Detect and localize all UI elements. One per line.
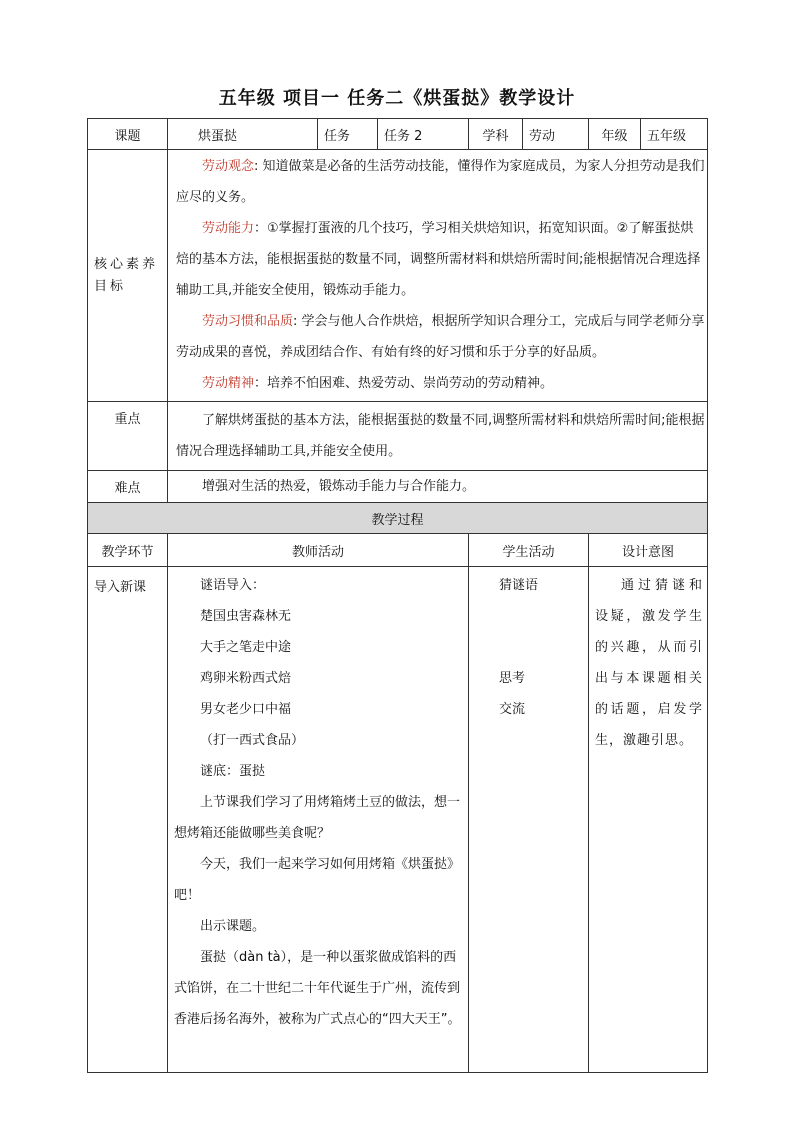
header-student: 学生活动 <box>469 534 589 567</box>
key-point-label: 重点 <box>88 402 168 471</box>
intro-student-activity <box>469 567 589 1073</box>
process-banner: 教学过程 <box>88 503 708 534</box>
subject-label: 学科 <box>469 119 523 150</box>
task-label: 任务 <box>318 119 378 150</box>
process-header-row <box>88 534 708 567</box>
page-title: 五年级 项目一 任务二《烘蛋挞》教学设计 <box>218 88 576 109</box>
literacy-row <box>88 150 708 402</box>
literacy-item: 劳动习惯和品质: 学会与他人合作烘焙，根据所学知识合理分工，完成后与同学老师分享劳动成果的喜悦，养成团结合作、有始有终的好习惯和乐于分享的好品质。 <box>176 314 705 360</box>
literacy-key: 劳动习惯和品质 <box>202 314 294 329</box>
intent-text: 通过猜谜和设疑，激发学生的兴趣，从而引出与本课题相关的话题，启发学生，激趣引思。 <box>595 578 703 748</box>
teacher-line: 谜语导入： <box>200 578 266 593</box>
header-stage: 教学环节 <box>88 534 168 567</box>
literacy-item: 劳动精神：培养不怕困难、热爱劳动、崇尚劳动的劳动精神。 <box>202 376 554 391</box>
teacher-line: 男女老少口中福 <box>200 702 292 717</box>
student-line: 思考 <box>499 671 526 686</box>
header-teacher: 教师活动 <box>168 534 469 567</box>
teacher-line: 蛋挞（dàn tà），是一种以蛋浆做成馅料的西式馅饼，在二十世纪二十年代诞生于广州，流传到香港后扬名海外，被称为广式点心的“四大天王”。 <box>174 950 461 1027</box>
key-point-text: 了解烘烤蛋挞的基本方法，能根据蛋挞的数量不同,调整所需材料和烘焙所需时间;能根据情况合理选择辅助工具,并能安全使用。 <box>176 413 705 459</box>
topic-value: 烘蛋挞 <box>168 119 318 150</box>
teacher-line: 今天，我们一起来学习如何用烤箱《烘蛋挞》吧！ <box>174 857 461 903</box>
difficulty-label: 难点 <box>88 471 168 503</box>
topic-label: 课题 <box>88 119 168 150</box>
teacher-line: 楚国虫害森林无 <box>200 609 292 624</box>
literacy-key: 劳动精神 <box>202 376 255 391</box>
student-line: 交流 <box>499 702 526 717</box>
literacy-key: 劳动能力 <box>202 221 255 236</box>
teacher-line: 鸡卵米粉西式焙 <box>200 671 292 686</box>
difficulty-text: 增强对生活的热爱，锻炼动手能力与合作能力。 <box>202 479 476 494</box>
header-intent: 设计意图 <box>589 534 708 567</box>
literacy-item: 劳动观念: 知道做菜是必备的生活劳动技能，懂得作为家庭成员，为家人分担劳动是我们应尽的义务。 <box>176 159 705 205</box>
intro-row <box>88 567 708 1073</box>
teacher-line: 出示课题。 <box>200 919 266 934</box>
intro-stage: 导入新课 <box>88 567 168 1073</box>
literacy-label: 核心素养目标 <box>88 150 168 402</box>
literacy-content <box>168 150 708 402</box>
lesson-plan-table <box>87 118 708 1073</box>
teacher-line: （打一西式食品） <box>200 733 305 748</box>
process-banner-row <box>88 503 708 534</box>
teacher-line: 谜底：蛋挞 <box>200 764 266 779</box>
key-point-row <box>88 402 708 471</box>
student-line: 猜谜语 <box>499 578 539 593</box>
info-row <box>88 119 708 150</box>
grade-value: 五年级 <box>641 119 708 150</box>
literacy-item: 劳动能力：①掌握打蛋液的几个技巧，学习相关烘焙知识，拓宽知识面。②了解蛋挞烘焙的基本方法，能根据蛋挞的数量不同，调整所需材料和烘焙所需时间;能根据情况合理选择辅助工具,并能安全使用，锻炼动手能力。 <box>176 221 701 298</box>
intro-teacher-activity <box>168 567 469 1073</box>
student-line <box>499 601 582 632</box>
teacher-line: 上节课我们学习了用烤箱烤土豆的做法，想一想烤箱还能做哪些美食呢？ <box>174 795 461 841</box>
subject-value: 劳动 <box>523 119 589 150</box>
teacher-line: 大手之笔走中途 <box>200 640 292 655</box>
student-line <box>499 632 582 663</box>
task-value: 任务 2 <box>378 119 469 150</box>
intro-design-intent <box>589 567 708 1073</box>
difficulty-row <box>88 471 708 503</box>
literacy-key: 劳动观念 <box>202 159 255 174</box>
grade-label: 年级 <box>589 119 641 150</box>
